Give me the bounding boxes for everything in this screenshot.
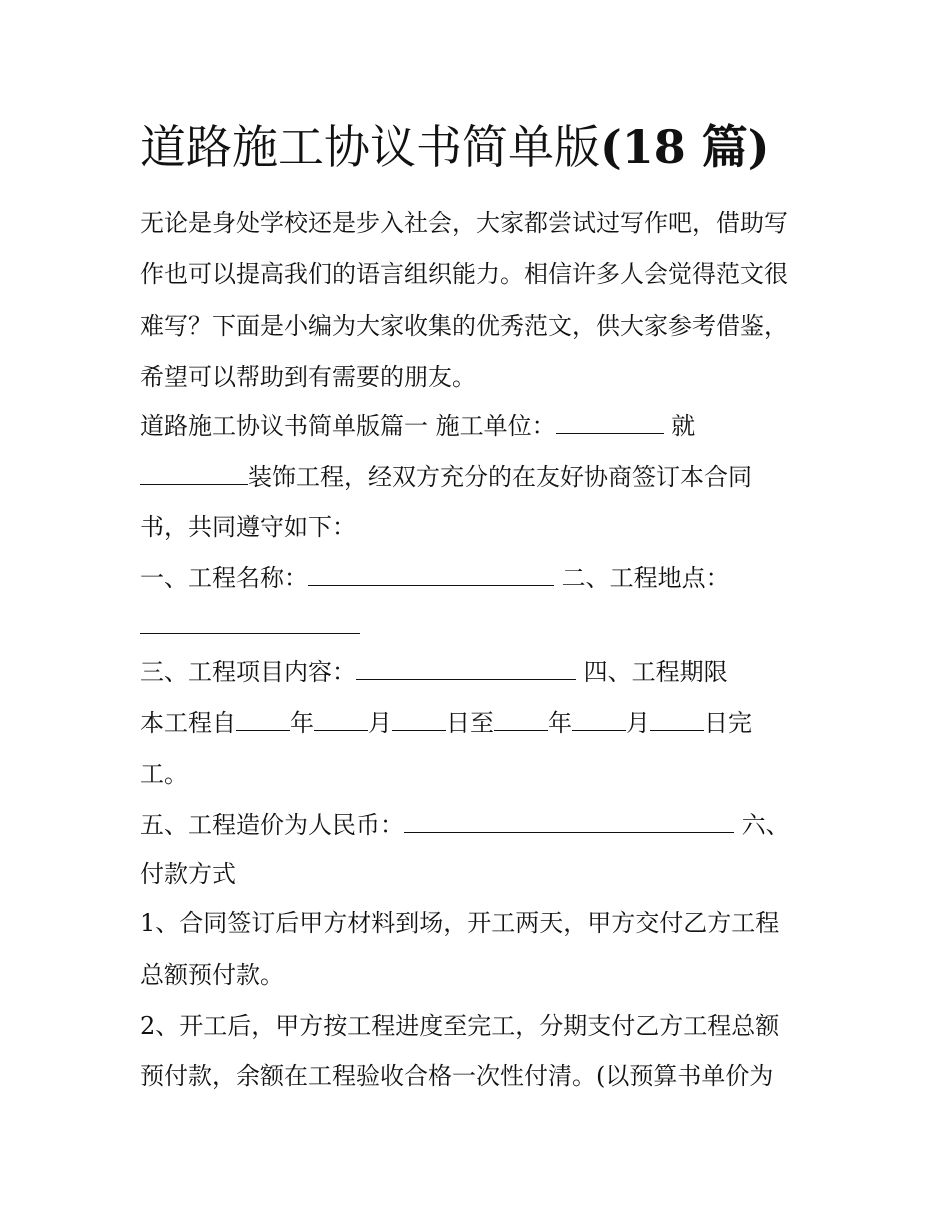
project-content-label: 三、工程项目内容： xyxy=(140,658,356,686)
body-line-8: 工。 xyxy=(140,760,188,788)
project-cost-blank xyxy=(404,810,734,833)
body-text: 六、 xyxy=(734,811,790,839)
end-month-blank xyxy=(572,708,626,731)
body-line-5 xyxy=(140,610,360,642)
body-line-14: 预付款，余额在工程验收合格一次性付清。(以预算书单价为 xyxy=(140,1062,774,1090)
body-line-7 xyxy=(140,707,752,739)
body-text: 年 xyxy=(290,709,314,737)
body-text: 月 xyxy=(368,709,392,737)
body-text: 日至 xyxy=(446,709,494,737)
body-line-11: 1、合同签订后甲方材料到场，开工两天，甲方交付乙方工程 xyxy=(140,909,780,937)
body-text: 就 xyxy=(663,412,696,440)
body-line-13: 2、开工后，甲方按工程进度至完工，分期支付乙方工程总额 xyxy=(140,1012,780,1040)
construction-unit-blank xyxy=(556,411,664,434)
project-cost-label: 五、工程造价为人民币： xyxy=(140,811,404,839)
body-line-9 xyxy=(140,809,790,841)
body-text: 日完 xyxy=(704,709,752,737)
body-text: 装饰工程，经双方充分的在友好协商签订本合同 xyxy=(248,463,752,491)
section-one-heading: 道路施工协议书简单版篇一 施工单位： xyxy=(140,412,556,440)
body-line-2 xyxy=(140,461,752,493)
body-text: 本工程自 xyxy=(140,709,236,737)
project-name-blank xyxy=(308,563,554,586)
end-day-blank xyxy=(650,708,704,731)
project-blank xyxy=(140,462,248,485)
body-line-3: 书，共同遵守如下： xyxy=(140,513,356,541)
project-name-label: 一、工程名称： xyxy=(140,564,308,592)
body-line-10: 付款方式 xyxy=(140,860,236,888)
project-location-blank xyxy=(140,611,360,634)
body-line-6 xyxy=(140,656,728,688)
start-month-blank xyxy=(314,708,368,731)
intro-line-2: 作也可以提高我们的语言组织能力。相信许多人会觉得范文很 xyxy=(140,260,788,288)
start-year-blank xyxy=(236,708,290,731)
project-location-label: 二、工程地点： xyxy=(554,564,730,592)
body-line-4 xyxy=(140,562,730,594)
body-text: 月 xyxy=(626,709,650,737)
intro-line-1: 无论是身处学校还是步入社会，大家都尝试过写作吧，借助写 xyxy=(140,209,788,237)
project-content-blank xyxy=(356,657,576,680)
document-title xyxy=(140,112,770,182)
intro-line-4: 希望可以帮助到有需要的朋友。 xyxy=(140,363,476,391)
title-main: 道路施工协议书简单版 xyxy=(140,120,600,174)
start-day-blank xyxy=(392,708,446,731)
body-line-1 xyxy=(140,410,695,442)
body-text: 年 xyxy=(548,709,572,737)
intro-line-3: 难写？下面是小编为大家收集的优秀范文，供大家参考借鉴， xyxy=(140,312,788,340)
title-suffix: (18 篇) xyxy=(600,120,770,174)
project-period-label: 四、工程期限 xyxy=(576,658,728,686)
end-year-blank xyxy=(494,708,548,731)
body-line-12: 总额预付款。 xyxy=(140,961,284,989)
